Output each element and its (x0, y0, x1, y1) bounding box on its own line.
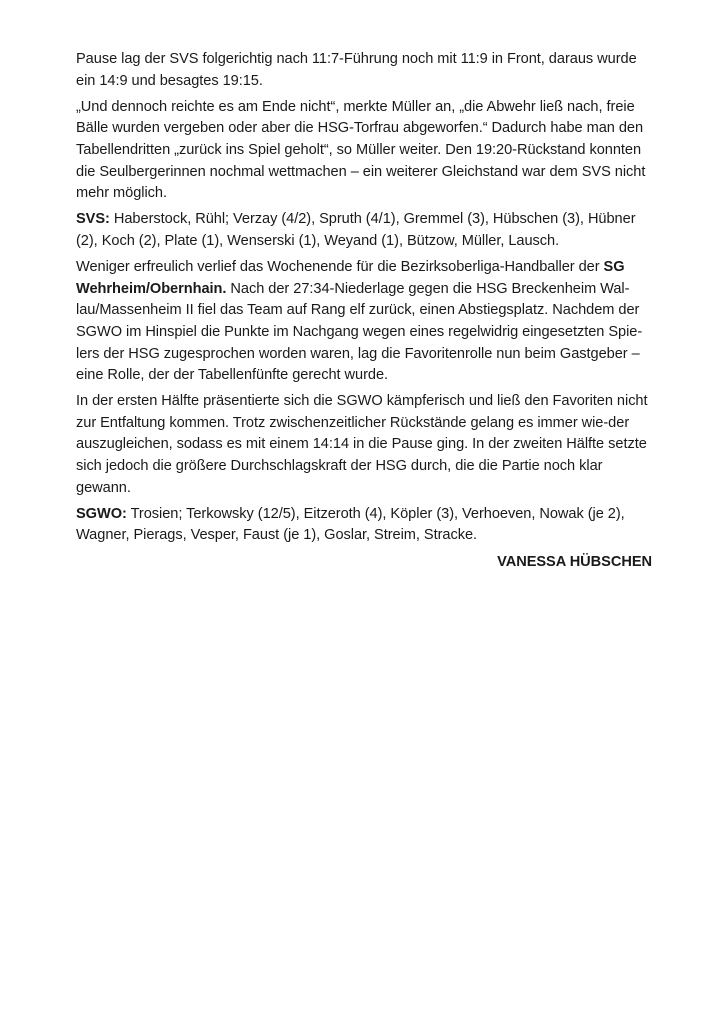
paragraph-mueller-quote (76, 97, 652, 205)
paragraph-text: Nach der 27:34-Niederlage gegen die HSG Breckenheim Wal-lau/Massenheim II fiel das Team auf Rang elf zurück, einen Abstiegsplatz. Nachdem der SGWO im Hinspiel die Punkte im Nachgang wegen eines regelwidrig eingesetzten Spie-lers der HSG zugesprochen worden waren, lag die Favoritenrolle nun beim Gastgeber – eine Rolle, der der Tabellenfünfte gerecht wurde. (76, 280, 643, 384)
paragraph-text: Weniger erfreulich verlief das Wochenende für die Bezirksoberliga-Handballer der (76, 259, 604, 276)
author-byline: VANESSA HÜBSCHEN (497, 553, 652, 570)
article-body (76, 49, 652, 578)
paragraph-match-summary (76, 391, 652, 499)
team-name-sgwo: SG Wehrheim/Obernhain. (76, 259, 625, 297)
team-label-svs: SVS: (76, 211, 110, 228)
paragraph-text: Pause lag der SVS folgerichtig nach 11:7-Führung noch mit 11:9 in Front, daraus wurde ein 14:9 und besagtes 19:15. (76, 51, 637, 89)
paragraph-halftime-summary (76, 49, 652, 92)
lineup-text: Trosien; Terkowsky (12/5), Eitzeroth (4), Köpler (3), Verhoeven, Nowak (je 2), Wagner, Pierags, Vesper, Faust (je 1), Goslar, Streim, Stracke. (76, 505, 625, 544)
paragraph-text: „Und dennoch reichte es am Ende nicht“, merkte Müller an, „die Abwehr ließ nach, freie Bälle wurden vergeben oder aber die HSG-Torfrau abgeworfen.“ Dadurch habe man den Tabellendritten „zurück ins Spiel geholt“, so Müller weiter. Den 19:20-Rückstand konnten die Seulbergerinnen nochmal wettmachen – ein weiterer Gleichstand war dem SVS nicht mehr möglich. (76, 98, 646, 202)
team-label-sgwo: SGWO: (76, 505, 127, 522)
lineup-text: Haberstock, Rühl; Verzay (4/2), Spruth (4/1), Gremmel (3), Hübschen (3), Hübner (2), Koch (2), Plate (1), Wenserski (1), Weyand (1), Bützow, Müller, Lausch. (76, 211, 636, 249)
paragraph-text: In der ersten Hälfte präsentierte sich die SGWO kämpferisch und ließ den Favoriten nicht zur Entfaltung kommen. Trotz zwischenzeitlicher Rückstände gelang es immer wie-der auszugleichen, sodass es mit einem 14:14 in die Pause ging. In der zweiten Hälfte setzte sich jedoch die größere Durchschlagskraft der HSG durch, die die Partie noch klar gewann. (76, 393, 648, 496)
paragraph-svs-lineup (76, 209, 652, 252)
paragraph-sgwo-report (76, 257, 652, 387)
paragraph-sgwo-lineup (76, 504, 652, 547)
